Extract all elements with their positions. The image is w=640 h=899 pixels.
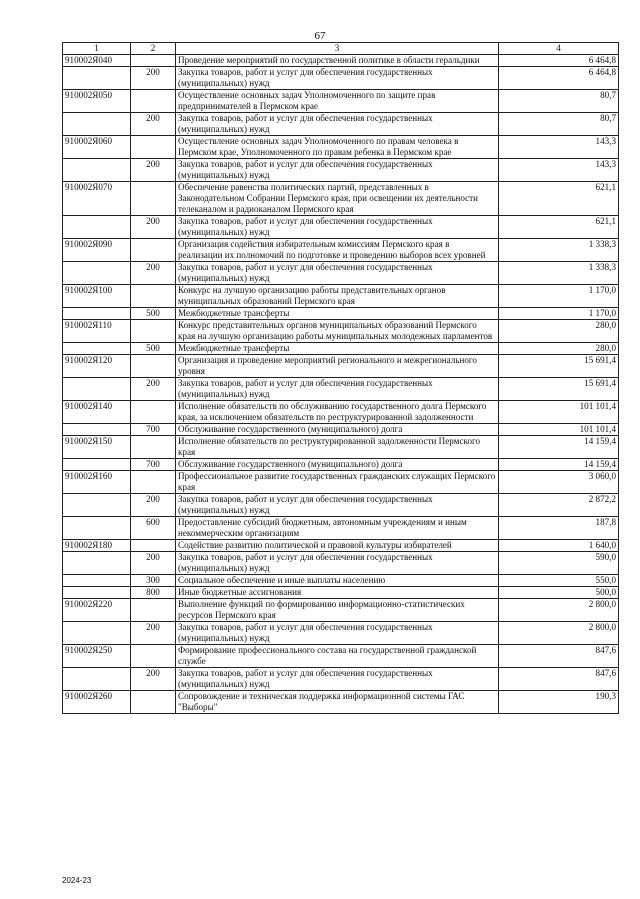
description-cell: Осуществление основных задач Уполномоченного по защите прав предпринимателей в Пермском крае bbox=[176, 90, 499, 113]
header-col-2: 2 bbox=[131, 43, 176, 55]
amount-cell: 2 872,2 bbox=[499, 494, 619, 517]
description-cell: Конкурс на лучшую организацию работы представительных органов муниципальных образований Пермского края bbox=[176, 285, 499, 308]
code-cell: 910002Я260 bbox=[63, 691, 131, 714]
code-cell bbox=[63, 67, 131, 90]
expense-type-cell: 500 bbox=[131, 343, 176, 355]
expense-type-cell bbox=[131, 401, 176, 424]
expense-type-cell bbox=[131, 239, 176, 262]
expense-type-cell: 800 bbox=[131, 587, 176, 599]
table-row bbox=[63, 645, 619, 668]
table-row bbox=[63, 494, 619, 517]
expense-type-cell: 200 bbox=[131, 113, 176, 136]
code-cell: 910002Я140 bbox=[63, 401, 131, 424]
description-cell: Осуществление основных задач Уполномоченного по правам человека в Пермском крае, Уполномоченного по правам ребенка в Пермском крае bbox=[176, 136, 499, 159]
table-row bbox=[63, 355, 619, 378]
code-cell: 910002Я070 bbox=[63, 182, 131, 216]
table-row bbox=[63, 575, 619, 587]
code-cell: 910002Я180 bbox=[63, 540, 131, 552]
description-cell: Иные бюджетные ассигнования bbox=[176, 587, 499, 599]
description-cell: Закупка товаров, работ и услуг для обеспечения государственных (муниципальных) нужд bbox=[176, 622, 499, 645]
table-row bbox=[63, 216, 619, 239]
amount-cell: 1 170,0 bbox=[499, 285, 619, 308]
table-body bbox=[63, 55, 619, 714]
expense-type-cell bbox=[131, 55, 176, 67]
amount-cell: 80,7 bbox=[499, 113, 619, 136]
amount-cell: 1 170,0 bbox=[499, 308, 619, 320]
description-cell: Обеспечение равенства политических партий, представленных в Законодательном Собрании Пермского края, при освещении их деятельности телеканалом и радиоканалом Пермского края bbox=[176, 182, 499, 216]
expense-type-cell bbox=[131, 136, 176, 159]
expense-type-cell: 200 bbox=[131, 262, 176, 285]
table-row bbox=[63, 320, 619, 343]
expense-type-cell bbox=[131, 599, 176, 622]
amount-cell: 101 101,4 bbox=[499, 424, 619, 436]
table-row bbox=[63, 540, 619, 552]
table-row bbox=[63, 599, 619, 622]
table-row bbox=[63, 587, 619, 599]
amount-cell: 280,0 bbox=[499, 320, 619, 343]
amount-cell: 101 101,4 bbox=[499, 401, 619, 424]
amount-cell: 3 060,0 bbox=[499, 471, 619, 494]
header-row bbox=[63, 43, 619, 55]
amount-cell: 2 800,0 bbox=[499, 622, 619, 645]
expense-type-cell: 200 bbox=[131, 378, 176, 401]
code-cell bbox=[63, 216, 131, 239]
code-cell bbox=[63, 622, 131, 645]
code-cell bbox=[63, 575, 131, 587]
amount-cell: 2 800,0 bbox=[499, 599, 619, 622]
table-row bbox=[63, 262, 619, 285]
code-cell bbox=[63, 343, 131, 355]
description-cell: Конкурс представительных органов муниципальных образований Пермского края на лучшую организацию работы муниципальных молодежных парламентов bbox=[176, 320, 499, 343]
code-cell: 910002Я090 bbox=[63, 239, 131, 262]
table-row bbox=[63, 691, 619, 714]
code-cell: 910002Я160 bbox=[63, 471, 131, 494]
description-cell: Межбюджетные трансферты bbox=[176, 343, 499, 355]
document-id: 2024-23 bbox=[62, 876, 92, 885]
amount-cell: 14 159,4 bbox=[499, 436, 619, 459]
code-cell: 910002Я110 bbox=[63, 320, 131, 343]
amount-cell: 1 338,3 bbox=[499, 239, 619, 262]
description-cell: Содействие развитию политической и правовой культуры избирателей bbox=[176, 540, 499, 552]
amount-cell: 6 464,8 bbox=[499, 67, 619, 90]
code-cell bbox=[63, 308, 131, 320]
expense-type-cell: 600 bbox=[131, 517, 176, 540]
table-row bbox=[63, 471, 619, 494]
code-cell bbox=[63, 262, 131, 285]
table-row bbox=[63, 285, 619, 308]
code-cell: 910002Я120 bbox=[63, 355, 131, 378]
code-cell bbox=[63, 378, 131, 401]
amount-cell: 6 464,8 bbox=[499, 55, 619, 67]
description-cell: Организация содействия избирательным комиссиям Пермского края в реализации их полномочий по подготовке и проведению выборов всех уровней bbox=[176, 239, 499, 262]
table-row bbox=[63, 159, 619, 182]
description-cell: Закупка товаров, работ и услуг для обеспечения государственных (муниципальных) нужд bbox=[176, 113, 499, 136]
amount-cell: 621,1 bbox=[499, 216, 619, 239]
description-cell: Формирование профессионального состава на государственной гражданской службе bbox=[176, 645, 499, 668]
expense-type-cell: 200 bbox=[131, 668, 176, 691]
code-cell bbox=[63, 159, 131, 182]
table-row bbox=[63, 552, 619, 575]
table-row bbox=[63, 622, 619, 645]
expense-type-cell bbox=[131, 355, 176, 378]
amount-cell: 187,8 bbox=[499, 517, 619, 540]
table-row bbox=[63, 308, 619, 320]
amount-cell: 80,7 bbox=[499, 90, 619, 113]
table-row bbox=[63, 136, 619, 159]
table-row bbox=[63, 343, 619, 355]
header-col-1: 1 bbox=[63, 43, 131, 55]
description-cell: Исполнение обязательств по реструктурированной задолженности Пермского края bbox=[176, 436, 499, 459]
expense-type-cell bbox=[131, 436, 176, 459]
expense-type-cell bbox=[131, 285, 176, 308]
table-row bbox=[63, 668, 619, 691]
expense-type-cell bbox=[131, 182, 176, 216]
amount-cell: 1 640,0 bbox=[499, 540, 619, 552]
description-cell: Предоставление субсидий бюджетным, автономным учреждениям и иным некоммерческим организациям bbox=[176, 517, 499, 540]
code-cell bbox=[63, 668, 131, 691]
expense-type-cell: 500 bbox=[131, 308, 176, 320]
budget-table bbox=[62, 42, 619, 714]
expense-type-cell bbox=[131, 645, 176, 668]
amount-cell: 143,3 bbox=[499, 159, 619, 182]
expense-type-cell bbox=[131, 90, 176, 113]
code-cell bbox=[63, 424, 131, 436]
amount-cell: 15 691,4 bbox=[499, 355, 619, 378]
expense-type-cell: 200 bbox=[131, 494, 176, 517]
code-cell bbox=[63, 517, 131, 540]
amount-cell: 143,3 bbox=[499, 136, 619, 159]
code-cell: 910002Я100 bbox=[63, 285, 131, 308]
description-cell: Проведение мероприятий по государственной политике в области геральдики bbox=[176, 55, 499, 67]
description-cell: Обслуживание государственного (муниципального) долга bbox=[176, 424, 499, 436]
expense-type-cell: 200 bbox=[131, 216, 176, 239]
amount-cell: 500,0 bbox=[499, 587, 619, 599]
table-row bbox=[63, 424, 619, 436]
code-cell bbox=[63, 587, 131, 599]
amount-cell: 621,1 bbox=[499, 182, 619, 216]
expense-type-cell: 200 bbox=[131, 622, 176, 645]
amount-cell: 847,6 bbox=[499, 645, 619, 668]
description-cell: Закупка товаров, работ и услуг для обеспечения государственных (муниципальных) нужд bbox=[176, 494, 499, 517]
amount-cell: 14 159,4 bbox=[499, 459, 619, 471]
description-cell: Профессиональное развитие государственных гражданских служащих Пермского края bbox=[176, 471, 499, 494]
code-cell: 910002Я060 bbox=[63, 136, 131, 159]
expense-type-cell bbox=[131, 540, 176, 552]
table-row bbox=[63, 378, 619, 401]
table-row bbox=[63, 90, 619, 113]
code-cell: 910002Я220 bbox=[63, 599, 131, 622]
description-cell: Исполнение обязательств по обслуживанию государственного долга Пермского края, за исключением обязательств по реструктурированной задолженности bbox=[176, 401, 499, 424]
amount-cell: 550,0 bbox=[499, 575, 619, 587]
header-col-4: 4 bbox=[499, 43, 619, 55]
header-col-3: 3 bbox=[176, 43, 499, 55]
expense-type-cell: 300 bbox=[131, 575, 176, 587]
amount-cell: 847,6 bbox=[499, 668, 619, 691]
code-cell: 910002Я150 bbox=[63, 436, 131, 459]
description-cell: Закупка товаров, работ и услуг для обеспечения государственных (муниципальных) нужд bbox=[176, 378, 499, 401]
code-cell bbox=[63, 113, 131, 136]
expense-type-cell: 700 bbox=[131, 459, 176, 471]
table-row bbox=[63, 517, 619, 540]
description-cell: Закупка товаров, работ и услуг для обеспечения государственных (муниципальных) нужд bbox=[176, 159, 499, 182]
page-number: 67 bbox=[314, 30, 326, 42]
table-row bbox=[63, 182, 619, 216]
expense-type-cell bbox=[131, 471, 176, 494]
amount-cell: 590,0 bbox=[499, 552, 619, 575]
table-row bbox=[63, 401, 619, 424]
description-cell: Социальное обеспечение и иные выплаты населению bbox=[176, 575, 499, 587]
expense-type-cell: 200 bbox=[131, 67, 176, 90]
code-cell: 910002Я050 bbox=[63, 90, 131, 113]
description-cell: Обслуживание государственного (муниципального) долга bbox=[176, 459, 499, 471]
amount-cell: 1 338,3 bbox=[499, 262, 619, 285]
table-row bbox=[63, 113, 619, 136]
expense-type-cell: 200 bbox=[131, 159, 176, 182]
code-cell: 910002Я040 bbox=[63, 55, 131, 67]
amount-cell: 15 691,4 bbox=[499, 378, 619, 401]
description-cell: Организация и проведение мероприятий регионального и межрегионального уровня bbox=[176, 355, 499, 378]
expense-type-cell: 700 bbox=[131, 424, 176, 436]
expense-type-cell bbox=[131, 320, 176, 343]
description-cell: Сопровождение и техническая поддержка информационной системы ГАС "Выборы" bbox=[176, 691, 499, 714]
description-cell: Выполнение функций по формированию информационно-статистических ресурсов Пермского края bbox=[176, 599, 499, 622]
description-cell: Закупка товаров, работ и услуг для обеспечения государственных (муниципальных) нужд bbox=[176, 552, 499, 575]
amount-cell: 190,3 bbox=[499, 691, 619, 714]
code-cell bbox=[63, 494, 131, 517]
table-row bbox=[63, 67, 619, 90]
code-cell bbox=[63, 552, 131, 575]
amount-cell: 280,0 bbox=[499, 343, 619, 355]
expense-type-cell bbox=[131, 691, 176, 714]
description-cell: Закупка товаров, работ и услуг для обеспечения государственных (муниципальных) нужд bbox=[176, 262, 499, 285]
table-row bbox=[63, 459, 619, 471]
description-cell: Закупка товаров, работ и услуг для обеспечения государственных (муниципальных) нужд bbox=[176, 67, 499, 90]
description-cell: Закупка товаров, работ и услуг для обеспечения государственных (муниципальных) нужд bbox=[176, 668, 499, 691]
description-cell: Межбюджетные трансферты bbox=[176, 308, 499, 320]
code-cell: 910002Я250 bbox=[63, 645, 131, 668]
description-cell: Закупка товаров, работ и услуг для обеспечения государственных (муниципальных) нужд bbox=[176, 216, 499, 239]
table-row bbox=[63, 436, 619, 459]
code-cell bbox=[63, 459, 131, 471]
table-row bbox=[63, 55, 619, 67]
expense-type-cell: 200 bbox=[131, 552, 176, 575]
table-row bbox=[63, 239, 619, 262]
